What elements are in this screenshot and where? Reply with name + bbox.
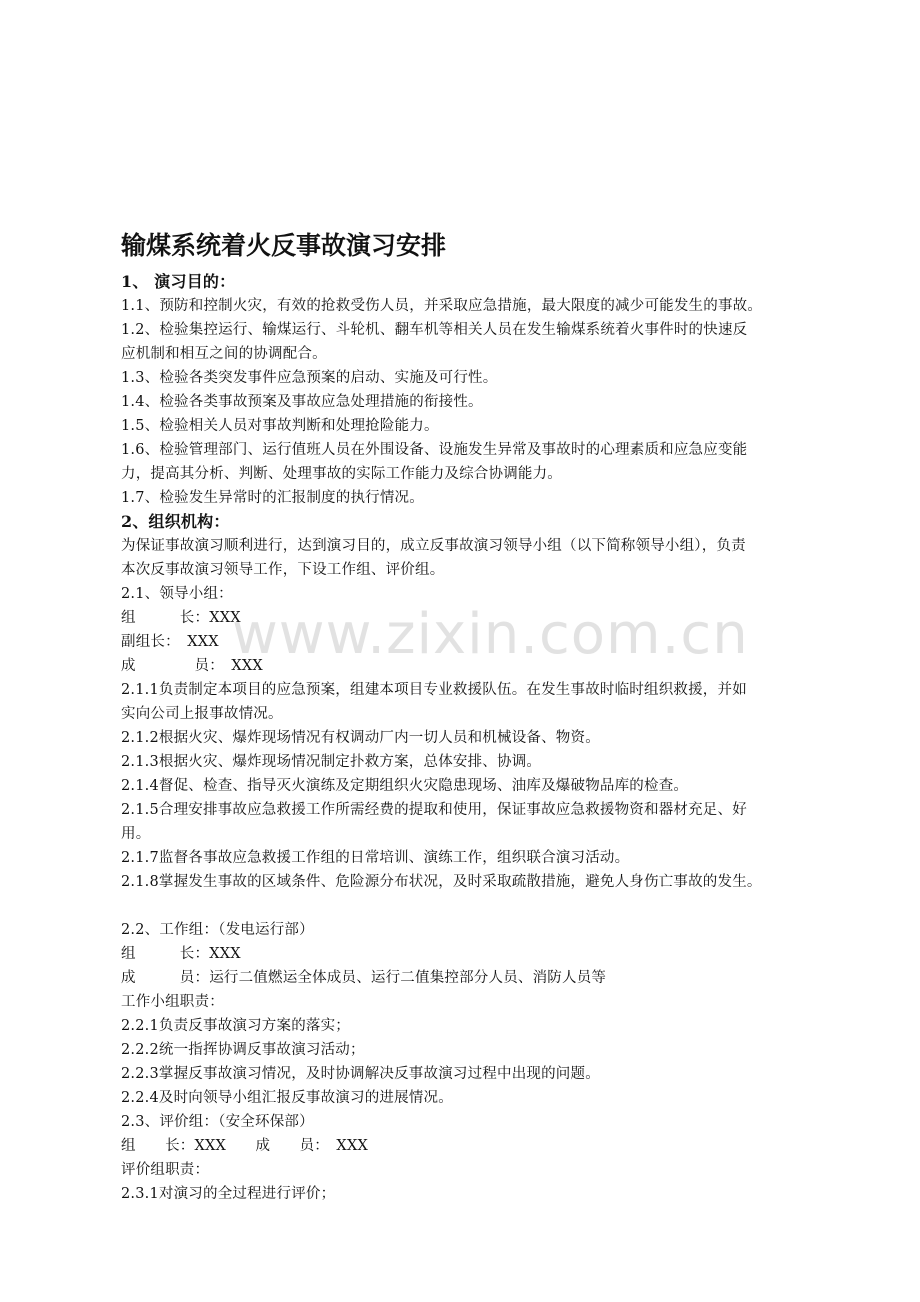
paragraph-line: 2.1.7监督各事故应急救援工作组的日常培训、演练工作，组织联合演习活动。 [121, 850, 630, 866]
paragraph-line: 2.2.1负责反事故演习方案的落实； [121, 1018, 350, 1034]
paragraph-line: 1.2、检验集控运行、输煤运行、斗轮机、翻车机等相关人员在发生输煤系统着火事件时的快速反 [121, 322, 748, 338]
paragraph-line: 工作小组职责： [121, 994, 224, 1010]
paragraph-line: 2.1.8掌握发生事故的区域条件、危险源分布状况，及时采取疏散措施，避免人身伤亡事故的发生。 [121, 874, 762, 890]
paragraph-line: 2.1.2根据火灾、爆炸现场情况有权调动厂内一切人员和机械设备、物资。 [121, 730, 600, 746]
paragraph-line: 1.1、预防和控制火灾，有效的抢救受伤人员，并采取应急措施，最大限度的减少可能发生的事故。 [121, 298, 763, 314]
paragraph-line: 2.3、评价组：（安全环保部） [121, 1114, 314, 1130]
paragraph-line: 1.7、检验发生异常时的汇报制度的执行情况。 [121, 490, 424, 506]
paragraph-line: 2.3.1对演习的全过程进行评价； [121, 1186, 336, 1202]
paragraph-line: 1.5、检验相关人员对事故判断和处理抢险能力。 [121, 418, 439, 434]
paragraph-line: 组 长：XXX [121, 946, 241, 962]
paragraph-line: 成 员：运行二值燃运全体成员、运行二值集控部分人员、消防人员等 [121, 970, 607, 986]
paragraph-line: 副组长： XXX [121, 634, 219, 650]
paragraph-line: 成 员： XXX [121, 658, 263, 674]
document-title: 输煤系统着火反事故演习安排 [121, 231, 447, 260]
document-body [121, 270, 821, 1206]
paragraph-line: 1.3、检验各类突发事件应急预案的启动、实施及可行性。 [121, 370, 498, 386]
paragraph-line: 2.1.1负责制定本项目的应急预案，组建本项目专业救援队伍。在发生事故时临时组织救援，并如 [121, 682, 747, 698]
paragraph-line: 2.2.3掌握反事故演习情况，及时协调解决反事故演习过程中出现的问题。 [121, 1066, 600, 1082]
paragraph-line: 1.4、检验各类事故预案及事故应急处理措施的衔接性。 [121, 394, 483, 410]
paragraph-line: 本次反事故演习领导工作，下设工作组、评价组。 [121, 562, 445, 578]
blank-line [121, 894, 821, 918]
paragraph-line: 2.1.3根据火灾、爆炸现场情况制定扑救方案，总体安排、协调。 [121, 754, 542, 770]
paragraph-line: 应机制和相互之间的协调配合。 [121, 346, 327, 362]
paragraph-line: 实向公司上报事故情况。 [121, 706, 283, 722]
paragraph-line: 2.2.2统一指挥协调反事故演习活动； [121, 1042, 365, 1058]
section-heading: 1、 演习目的： [121, 272, 236, 291]
paragraph-line: 1.6、检验管理部门、运行值班人员在外围设备、设施发生异常及事故时的心理素质和应急应变能 [121, 442, 748, 458]
paragraph-line: 2.2、工作组：（发电运行部） [121, 922, 314, 938]
paragraph-line: 为保证事故演习顺利进行，达到演习目的，成立反事故演习领导小组（以下简称领导小组），负责 [121, 538, 746, 554]
section-heading: 2、组织机构： [121, 512, 230, 531]
paragraph-line: 2.2.4及时向领导小组汇报反事故演习的进展情况。 [121, 1090, 453, 1106]
paragraph-line: 2.1.4督促、检查、指导灭火演练及定期组织火灾隐患现场、油库及爆破物品库的检查。 [121, 778, 689, 794]
watermark: www.zixin.com.cn [232, 602, 749, 667]
paragraph-line: 组 长：XXX 成 员： XXX [121, 1138, 368, 1154]
paragraph-line: 力，提高其分析、判断、处理事故的实际工作能力及综合协调能力。 [121, 466, 562, 482]
paragraph-line: 2.1.5合理安排事故应急救援工作所需经费的提取和使用，保证事故应急救援物资和器材充足、好 [121, 802, 747, 818]
paragraph-line: 用。 [121, 826, 151, 842]
paragraph-line: 2.1、领导小组： [121, 586, 233, 602]
paragraph-line: 组 长：XXX [121, 610, 241, 626]
paragraph-line: 评价组职责： [121, 1162, 210, 1178]
